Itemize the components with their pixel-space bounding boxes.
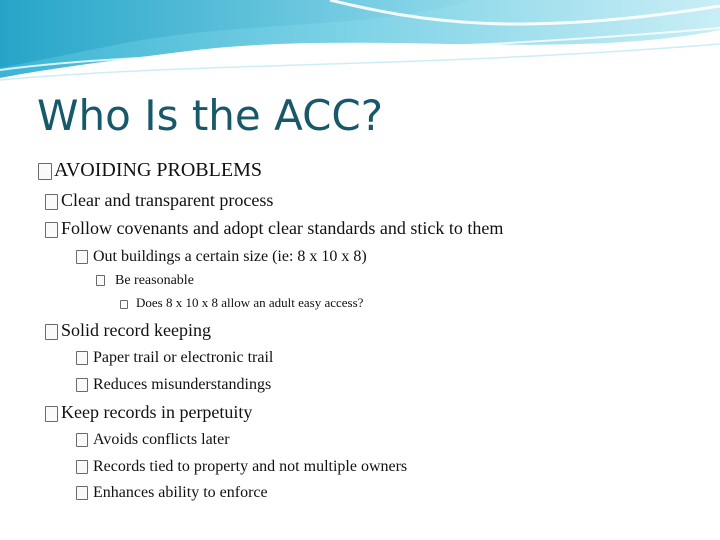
- bullet-text: Reduces misunderstandings: [93, 376, 272, 393]
- bullet-box-icon: [76, 378, 88, 392]
- bullet-item-clear-process: [45, 188, 273, 212]
- bullet-text: Keep records in perpetuity: [61, 402, 253, 422]
- bullet-text: AVOIDING PROBLEMS: [54, 159, 262, 181]
- bullet-item-be-reasonable: [96, 271, 194, 291]
- bullet-text: Paper trail or electronic trail: [93, 349, 274, 366]
- slide-title: Who Is the ACC?: [37, 91, 384, 140]
- bullet-box-icon: [76, 433, 88, 447]
- bullet-item-easy-access: [120, 294, 363, 312]
- bullet-item-avoids-conflicts: [76, 429, 230, 451]
- bullet-text: Be reasonable: [115, 273, 194, 288]
- bullet-box-icon: [76, 486, 88, 500]
- bullet-item-enforce: [76, 482, 268, 504]
- bullet-box-icon: [38, 163, 52, 180]
- bullet-text: Records tied to property and not multiple owners: [93, 458, 408, 475]
- bullet-box-icon: [96, 275, 105, 286]
- bullet-item-out-buildings: [76, 246, 367, 268]
- bullet-text: Clear and transparent process: [61, 190, 274, 210]
- bullet-box-icon: [76, 351, 88, 365]
- bullet-box-icon: [45, 324, 58, 340]
- bullet-box-icon: [76, 250, 88, 264]
- bullet-box-icon: [45, 222, 58, 238]
- bullet-box-icon: [120, 300, 128, 309]
- bullet-text: Solid record keeping: [61, 320, 211, 340]
- bullet-item-perpetuity: [45, 400, 252, 424]
- bullet-box-icon: [45, 406, 58, 422]
- bullet-box-icon: [45, 194, 58, 210]
- bullet-text: Does 8 x 10 x 8 allow an adult easy access?: [136, 295, 364, 310]
- bullet-box-icon: [76, 460, 88, 474]
- bullet-item-record-keeping: [45, 318, 211, 342]
- bullet-item-paper-trail: [76, 347, 273, 369]
- bullet-item-follow-covenants: [45, 216, 503, 240]
- bullet-text: Enhances ability to enforce: [93, 484, 268, 501]
- bullet-text: Follow covenants and adopt clear standards and stick to them: [61, 218, 504, 238]
- bullet-item-misunderstandings: [76, 374, 271, 396]
- bullet-text: Avoids conflicts later: [93, 431, 230, 448]
- bullet-text: Out buildings a certain size (ie: 8 x 10 x 8): [93, 248, 367, 265]
- bullet-item-records-tied: [76, 456, 407, 478]
- bullet-item-avoiding-problems: [38, 157, 262, 183]
